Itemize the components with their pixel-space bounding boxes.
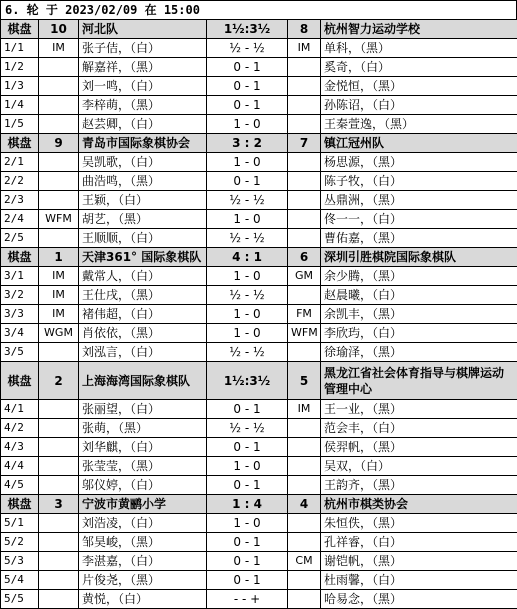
game-result: 1 - 0	[207, 305, 288, 324]
board-column-label: 棋盘	[1, 134, 39, 153]
black-player-name: 徐瑜泽，（黑）	[321, 343, 517, 362]
white-player-name: 张子佶，（白）	[79, 39, 207, 58]
game-row	[1, 96, 517, 115]
black-player-title	[288, 533, 321, 552]
board-column-label: 棋盘	[1, 495, 39, 514]
black-player-name: 丛鼎洲，（黑）	[321, 191, 517, 210]
game-row	[1, 514, 517, 533]
away-team-number: 6	[288, 248, 321, 267]
game-result: 0 - 1	[207, 400, 288, 419]
home-team-name: 天津361° 国际象棋队	[79, 248, 207, 267]
white-player-name: 肖依依，（黑）	[79, 324, 207, 343]
black-player-name: 赵晨曦，（白）	[321, 286, 517, 305]
game-result: ½ - ½	[207, 229, 288, 248]
board-number: 3/1	[1, 267, 39, 286]
game-row	[1, 457, 517, 476]
board-number: 2/4	[1, 210, 39, 229]
black-player-title	[288, 286, 321, 305]
black-player-title: IM	[288, 39, 321, 58]
game-row	[1, 210, 517, 229]
away-team-number: 5	[288, 362, 321, 400]
game-row	[1, 476, 517, 495]
white-player-name: 李梓萌，（黑）	[79, 96, 207, 115]
white-player-name: 戴常人，（白）	[79, 267, 207, 286]
board-number: 1/5	[1, 115, 39, 134]
black-player-title	[288, 77, 321, 96]
game-row	[1, 153, 517, 172]
game-row	[1, 229, 517, 248]
board-number: 4/4	[1, 457, 39, 476]
away-team-name: 镇江冠州队	[321, 134, 517, 153]
game-result: ½ - ½	[207, 191, 288, 210]
game-row	[1, 571, 517, 590]
white-player-title: IM	[39, 39, 79, 58]
home-team-name: 宁波市黄鹂小学	[79, 495, 207, 514]
away-team-name: 杭州市棋类协会	[321, 495, 517, 514]
black-player-name: 孙陈诏，（白）	[321, 96, 517, 115]
game-result: ½ - ½	[207, 419, 288, 438]
black-player-title	[288, 571, 321, 590]
black-player-name: 王秦萱逸，（黑）	[321, 115, 517, 134]
game-row	[1, 438, 517, 457]
game-result: 0 - 1	[207, 476, 288, 495]
game-row	[1, 39, 517, 58]
game-result: ½ - ½	[207, 39, 288, 58]
game-result: 0 - 1	[207, 533, 288, 552]
white-player-name: 邬仪婷，（白）	[79, 476, 207, 495]
black-player-name: 谢铠帆，（黑）	[321, 552, 517, 571]
game-row	[1, 400, 517, 419]
white-player-title	[39, 438, 79, 457]
white-player-name: 褚伟超，（白）	[79, 305, 207, 324]
white-player-title	[39, 153, 79, 172]
black-player-title: IM	[288, 400, 321, 419]
board-number: 5/1	[1, 514, 39, 533]
game-result: ½ - ½	[207, 343, 288, 362]
board-number: 2/5	[1, 229, 39, 248]
game-result: 0 - 1	[207, 571, 288, 590]
away-team-number: 7	[288, 134, 321, 153]
white-player-name: 胡艺，（黑）	[79, 210, 207, 229]
white-player-name: 曲浩鸣，（黑）	[79, 172, 207, 191]
home-team-number: 3	[39, 495, 79, 514]
white-player-name: 刘浩凌，（白）	[79, 514, 207, 533]
game-result: 0 - 1	[207, 552, 288, 571]
white-player-title	[39, 115, 79, 134]
white-player-name: 王仕戌，（黑）	[79, 286, 207, 305]
board-column-label: 棋盘	[1, 20, 39, 39]
black-player-name: 余少腾，（黑）	[321, 267, 517, 286]
black-player-name: 杜雨馨，（白）	[321, 571, 517, 590]
game-result: 1 - 0	[207, 457, 288, 476]
white-player-title	[39, 96, 79, 115]
white-player-name: 张萌，（黑）	[79, 419, 207, 438]
black-player-name: 金悦恒，（黑）	[321, 77, 517, 96]
game-result: 1 - 0	[207, 115, 288, 134]
white-player-name: 刘华麒，（白）	[79, 438, 207, 457]
board-column-label: 棋盘	[1, 248, 39, 267]
black-player-name: 陈子牧，（白）	[321, 172, 517, 191]
black-player-title	[288, 438, 321, 457]
match-header-row	[1, 134, 517, 153]
game-result: 1 - 0	[207, 267, 288, 286]
board-number: 2/2	[1, 172, 39, 191]
game-row	[1, 419, 517, 438]
match-score: 1 : 4	[207, 495, 288, 514]
white-player-title	[39, 590, 79, 609]
black-player-name: 王一业，（黑）	[321, 400, 517, 419]
white-player-title	[39, 400, 79, 419]
match-score: 1½:3½	[207, 362, 288, 400]
board-number: 4/2	[1, 419, 39, 438]
home-team-number: 10	[39, 20, 79, 39]
black-player-title	[288, 476, 321, 495]
black-player-name: 范会丰，（白）	[321, 419, 517, 438]
black-player-title	[288, 419, 321, 438]
white-player-name: 刘一鸣，（白）	[79, 77, 207, 96]
black-player-title: WFM	[288, 324, 321, 343]
match-header-row	[1, 362, 517, 400]
black-player-name: 曹佑嘉，（黑）	[321, 229, 517, 248]
black-player-name: 李欣玙，（白）	[321, 324, 517, 343]
game-result: 1 - 0	[207, 153, 288, 172]
board-number: 3/2	[1, 286, 39, 305]
board-number: 5/5	[1, 590, 39, 609]
board-number: 5/4	[1, 571, 39, 590]
game-row	[1, 115, 517, 134]
white-player-name: 邹昊峻，（黑）	[79, 533, 207, 552]
white-player-title	[39, 457, 79, 476]
black-player-name: 哈易念，（黑）	[321, 590, 517, 609]
home-team-number: 1	[39, 248, 79, 267]
white-player-name: 赵芸卿，（白）	[79, 115, 207, 134]
board-number: 5/3	[1, 552, 39, 571]
black-player-title: GM	[288, 267, 321, 286]
white-player-name: 黄悦，（白）	[79, 590, 207, 609]
white-player-name: 张莹莹，（黑）	[79, 457, 207, 476]
game-row	[1, 343, 517, 362]
white-player-name: 王颖，（白）	[79, 191, 207, 210]
game-row	[1, 590, 517, 609]
game-row	[1, 58, 517, 77]
white-player-title	[39, 58, 79, 77]
game-result: 0 - 1	[207, 77, 288, 96]
board-number: 1/3	[1, 77, 39, 96]
white-player-title: IM	[39, 267, 79, 286]
game-result: 1 - 0	[207, 514, 288, 533]
white-player-title	[39, 77, 79, 96]
game-row	[1, 267, 517, 286]
white-player-title: WGM	[39, 324, 79, 343]
white-player-title	[39, 229, 79, 248]
black-player-name: 单科，（黑）	[321, 39, 517, 58]
black-player-name: 朱恒佚，（黑）	[321, 514, 517, 533]
white-player-title	[39, 172, 79, 191]
white-player-title	[39, 476, 79, 495]
white-player-name: 王顺顺，（白）	[79, 229, 207, 248]
match-header-row	[1, 20, 517, 39]
black-player-title	[288, 590, 321, 609]
game-result: 0 - 1	[207, 58, 288, 77]
game-row	[1, 552, 517, 571]
home-team-number: 9	[39, 134, 79, 153]
white-player-title	[39, 552, 79, 571]
black-player-title	[288, 191, 321, 210]
black-player-title	[288, 343, 321, 362]
board-number: 2/1	[1, 153, 39, 172]
home-team-name: 青岛市国际象棋协会	[79, 134, 207, 153]
board-number: 3/5	[1, 343, 39, 362]
black-player-title: CM	[288, 552, 321, 571]
board-number: 1/2	[1, 58, 39, 77]
away-team-name: 杭州智力运动学校	[321, 20, 517, 39]
black-player-name: 杨思源，（黑）	[321, 153, 517, 172]
game-result: 1 - 0	[207, 324, 288, 343]
match-header-row	[1, 248, 517, 267]
white-player-title	[39, 571, 79, 590]
board-number: 4/3	[1, 438, 39, 457]
black-player-name: 王韵齐，（黑）	[321, 476, 517, 495]
match-header-row	[1, 495, 517, 514]
game-row	[1, 77, 517, 96]
pairings-body	[1, 20, 517, 609]
board-number: 1/1	[1, 39, 39, 58]
game-result: 0 - 1	[207, 438, 288, 457]
board-number: 1/4	[1, 96, 39, 115]
game-row	[1, 191, 517, 210]
home-team-number: 2	[39, 362, 79, 400]
black-player-title	[288, 172, 321, 191]
black-player-name: 侯羿帆，（黑）	[321, 438, 517, 457]
away-team-name: 黑龙江省社会体育指导与棋牌运动管理中心	[321, 362, 517, 400]
white-player-name: 李湛嘉，（白）	[79, 552, 207, 571]
game-result: 1 - 0	[207, 210, 288, 229]
board-number: 4/5	[1, 476, 39, 495]
white-player-title	[39, 533, 79, 552]
black-player-name: 余凯丰，（黑）	[321, 305, 517, 324]
white-player-name: 张丽望，（白）	[79, 400, 207, 419]
black-player-title	[288, 210, 321, 229]
black-player-title	[288, 457, 321, 476]
away-team-name: 深圳引胜棋院国际象棋队	[321, 248, 517, 267]
board-number: 3/3	[1, 305, 39, 324]
white-player-name: 刘泓言，（白）	[79, 343, 207, 362]
black-player-title: FM	[288, 305, 321, 324]
board-number: 4/1	[1, 400, 39, 419]
white-player-title	[39, 343, 79, 362]
white-player-title: IM	[39, 286, 79, 305]
game-row	[1, 305, 517, 324]
away-team-number: 4	[288, 495, 321, 514]
white-player-name: 解嘉祥，（黑）	[79, 58, 207, 77]
board-number: 2/3	[1, 191, 39, 210]
home-team-name: 上海海湾国际象棋队	[79, 362, 207, 400]
round-title: 6. 轮 于 2023/02/09 在 15:00	[0, 0, 517, 19]
black-player-title	[288, 514, 321, 533]
white-player-title: WFM	[39, 210, 79, 229]
game-result: - - +	[207, 590, 288, 609]
game-row	[1, 286, 517, 305]
white-player-name: 吴凯歌，（白）	[79, 153, 207, 172]
game-row	[1, 172, 517, 191]
black-player-title	[288, 58, 321, 77]
away-team-number: 8	[288, 20, 321, 39]
game-row	[1, 533, 517, 552]
black-player-title	[288, 96, 321, 115]
black-player-name: 佟一一，（白）	[321, 210, 517, 229]
white-player-title	[39, 191, 79, 210]
white-player-name: 片俊尧，（黑）	[79, 571, 207, 590]
black-player-name: 孔祥睿，（白）	[321, 533, 517, 552]
black-player-title	[288, 153, 321, 172]
white-player-title: IM	[39, 305, 79, 324]
white-player-title	[39, 419, 79, 438]
game-result: 0 - 1	[207, 172, 288, 191]
game-result: 0 - 1	[207, 96, 288, 115]
black-player-name: 吴双，（白）	[321, 457, 517, 476]
match-score: 1½:3½	[207, 20, 288, 39]
game-result: ½ - ½	[207, 286, 288, 305]
white-player-title	[39, 514, 79, 533]
black-player-title	[288, 229, 321, 248]
pairings-table	[0, 19, 517, 609]
game-row	[1, 324, 517, 343]
match-score: 3 : 2	[207, 134, 288, 153]
board-number: 3/4	[1, 324, 39, 343]
board-column-label: 棋盘	[1, 362, 39, 400]
match-score: 4 : 1	[207, 248, 288, 267]
board-number: 5/2	[1, 533, 39, 552]
black-player-title	[288, 115, 321, 134]
home-team-name: 河北队	[79, 20, 207, 39]
black-player-name: 奚奇，（白）	[321, 58, 517, 77]
